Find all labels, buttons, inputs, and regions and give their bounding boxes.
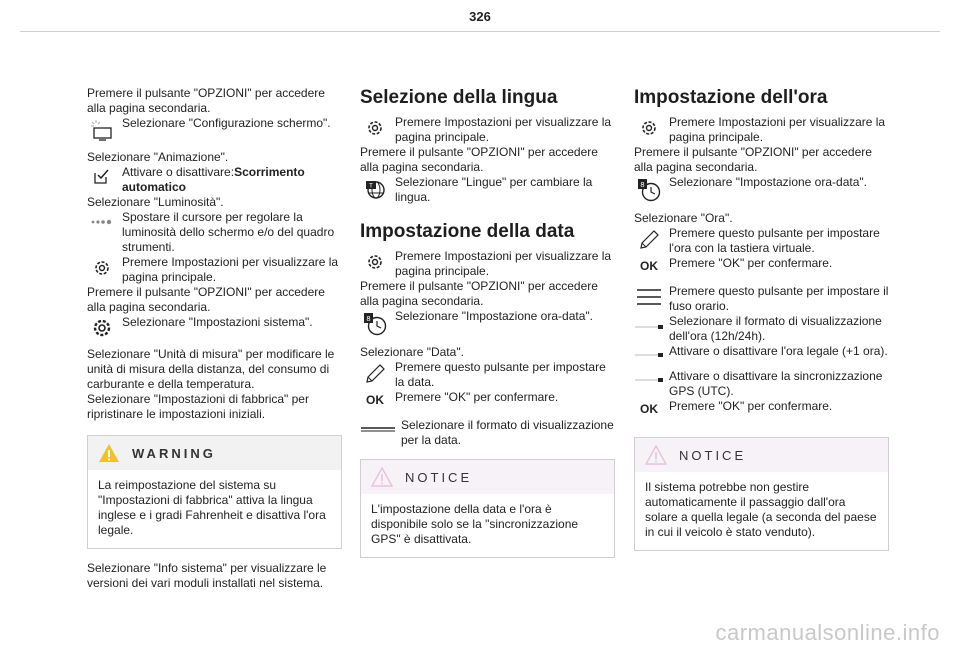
instruction-text xyxy=(122,165,342,195)
pencil-icon xyxy=(360,360,390,385)
system-gear-icon xyxy=(87,315,117,338)
instruction xyxy=(634,399,889,417)
section-heading: Selezione della lingua xyxy=(360,87,558,108)
warning-triangle-icon xyxy=(98,443,120,463)
ok-icon: OK xyxy=(640,402,658,416)
paragraph: Selezionare "Impostazioni di fabbrica" per ripristinare le impostazioni iniziali. xyxy=(87,392,309,421)
warning-triangle-icon xyxy=(371,467,393,487)
instruction-text: Premere questo pulsante per impostare la data. xyxy=(395,360,606,389)
instruction-text: Selezionare "Configurazione schermo". xyxy=(122,116,331,130)
paragraph: Selezionare "Unità di misura" per modificare le unità di misura della distanza, del consumo di carburante e della temperatura. xyxy=(87,347,335,391)
instruction-text: Premere questo pulsante per impostare l'ora con la tastiera virtuale. xyxy=(669,226,880,255)
instruction xyxy=(634,115,889,145)
instruction-text: Premere Impostazioni per visualizzare la pagina principale. xyxy=(395,249,612,278)
paragraph: Premere il pulsante "OPZIONI" per accedere alla pagina secondaria. xyxy=(87,86,325,115)
paragraph: Premere il pulsante "OPZIONI" per accedere alla pagina secondaria. xyxy=(634,145,872,174)
instruction-text: Selezionare "Impostazione ora-data". xyxy=(395,309,593,323)
notice-header xyxy=(635,438,888,472)
notice-text: L'impostazione della data e l'ora è disponibile solo se la "sincronizzazione GPS" è disattivata. xyxy=(371,502,579,546)
instruction xyxy=(360,309,615,336)
column-2 xyxy=(360,86,615,558)
column-1 xyxy=(87,86,342,591)
instruction-text: Selezionare "Impostazioni sistema". xyxy=(122,315,313,329)
instruction-text: Selezionare il formato di visualizzazione dell'ora (12h/24h). xyxy=(669,314,882,343)
instruction xyxy=(360,249,615,279)
watermark: carmanualsonline.info xyxy=(715,620,940,645)
checkbox-icon xyxy=(87,165,117,184)
page-number: 326 xyxy=(469,9,491,24)
notice-header xyxy=(361,460,614,494)
instruction-text: Premere Impostazioni per visualizzare la pagina principale. xyxy=(122,255,339,284)
paragraph: Selezionare "Animazione". xyxy=(87,150,229,164)
instruction xyxy=(634,314,889,344)
instruction-text: Selezionare il formato di visualizzazione per la data. xyxy=(401,418,614,447)
section-heading: Impostazione dell'ora xyxy=(634,87,828,108)
notice-text: Il sistema potrebbe non gestire automaticamente il passaggio dall'ora solare a quella legale (a seconda del paese in cui il veicolo è stato venduto). xyxy=(645,480,877,539)
instruction-text-part: Attivare o disattivare: xyxy=(122,165,235,179)
instruction-text: Premere Impostazioni per visualizzare la pagina principale. xyxy=(669,115,886,144)
toggle-line-icon xyxy=(634,344,664,358)
paragraph: Selezionare "Ora". xyxy=(634,211,733,225)
instruction-text: Premere "OK" per confermare. xyxy=(669,399,833,413)
paragraph: Premere il pulsante "OPZIONI" per accedere alla pagina secondaria. xyxy=(87,285,325,314)
settings-gear-icon xyxy=(87,255,117,278)
instruction xyxy=(634,284,889,314)
ok-icon: OK xyxy=(366,393,384,407)
instruction-text: Attivare o disattivare la sincronizzazione GPS (UTC). xyxy=(669,369,883,398)
toggle-line-icon xyxy=(634,369,664,383)
paragraph: Premere il pulsante "OPZIONI" per accedere alla pagina secondaria. xyxy=(360,279,598,308)
clock-calendar-icon xyxy=(634,175,664,202)
instruction xyxy=(634,226,889,256)
list-lines-icon xyxy=(634,284,664,307)
slider-dots-icon xyxy=(87,210,117,227)
section-heading: Impostazione della data xyxy=(360,221,575,242)
warning-triangle-icon xyxy=(645,445,667,465)
instruction xyxy=(87,210,342,255)
instruction xyxy=(634,344,889,359)
instruction-text: Selezionare "Impostazione ora-data". xyxy=(669,175,867,189)
instruction xyxy=(634,175,889,202)
top-divider xyxy=(20,31,940,32)
notice-box xyxy=(634,437,889,551)
warning-text: La reimpostazione del sistema su "Impostazioni di fabbrica" attiva la lingua inglese e i gradi Fahrenheit e disattiva l'ora legale. xyxy=(98,478,326,537)
instruction xyxy=(360,418,615,448)
paragraph: Selezionare "Luminosità". xyxy=(87,195,224,209)
instruction xyxy=(360,175,615,205)
instruction-text: Spostare il cursore per regolare la luminosità dello schermo e/o del quadro strumenti. xyxy=(122,210,335,254)
instruction-text: Premere "OK" per confermare. xyxy=(669,256,833,270)
clock-calendar-icon xyxy=(360,309,390,336)
warning-header xyxy=(88,436,341,470)
instruction xyxy=(634,369,889,399)
instruction xyxy=(87,315,342,338)
settings-gear-icon xyxy=(360,115,390,138)
instruction xyxy=(87,116,342,141)
ok-icon: OK xyxy=(640,259,658,273)
svg-text:8: 8 xyxy=(366,315,371,323)
paragraph: Premere il pulsante "OPZIONI" per accedere alla pagina secondaria. xyxy=(360,145,598,174)
notice-box xyxy=(360,459,615,558)
pencil-icon xyxy=(634,226,664,251)
instruction-text: Attivare o disattivare l'ora legale (+1 ora). xyxy=(669,344,888,358)
warning-box xyxy=(87,435,342,549)
settings-gear-icon xyxy=(634,115,664,138)
instruction xyxy=(360,360,615,390)
svg-text:T: T xyxy=(369,182,373,190)
instruction xyxy=(634,256,889,274)
instruction xyxy=(87,165,342,195)
paragraph: Selezionare "Data". xyxy=(360,345,464,359)
instruction xyxy=(87,255,342,285)
paragraph: Selezionare "Info sistema" per visualizzare le versioni dei vari moduli installati nel sistema. xyxy=(87,561,327,590)
settings-gear-icon xyxy=(360,249,390,272)
notice-title: NOTICE xyxy=(679,447,747,463)
language-globe-icon xyxy=(360,175,390,200)
column-3 xyxy=(634,86,889,551)
instruction xyxy=(360,115,615,145)
instruction-text: Selezionare "Lingue" per cambiare la lingua. xyxy=(395,175,593,204)
toggle-line-icon xyxy=(634,314,664,330)
instruction xyxy=(360,390,615,408)
warning-title: WARNING xyxy=(132,445,216,461)
brightness-screen-icon xyxy=(87,116,117,141)
svg-text:8: 8 xyxy=(640,181,645,189)
notice-title: NOTICE xyxy=(405,469,473,485)
instruction-text: Premere Impostazioni per visualizzare la pagina principale. xyxy=(395,115,612,144)
instruction-text: Premere "OK" per confermare. xyxy=(395,390,559,404)
instruction-text-bold: Scorrimento automatico xyxy=(122,165,305,194)
instruction-text: Premere questo pulsante per impostare il fuso orario. xyxy=(669,284,889,313)
underline-icon xyxy=(360,418,396,432)
